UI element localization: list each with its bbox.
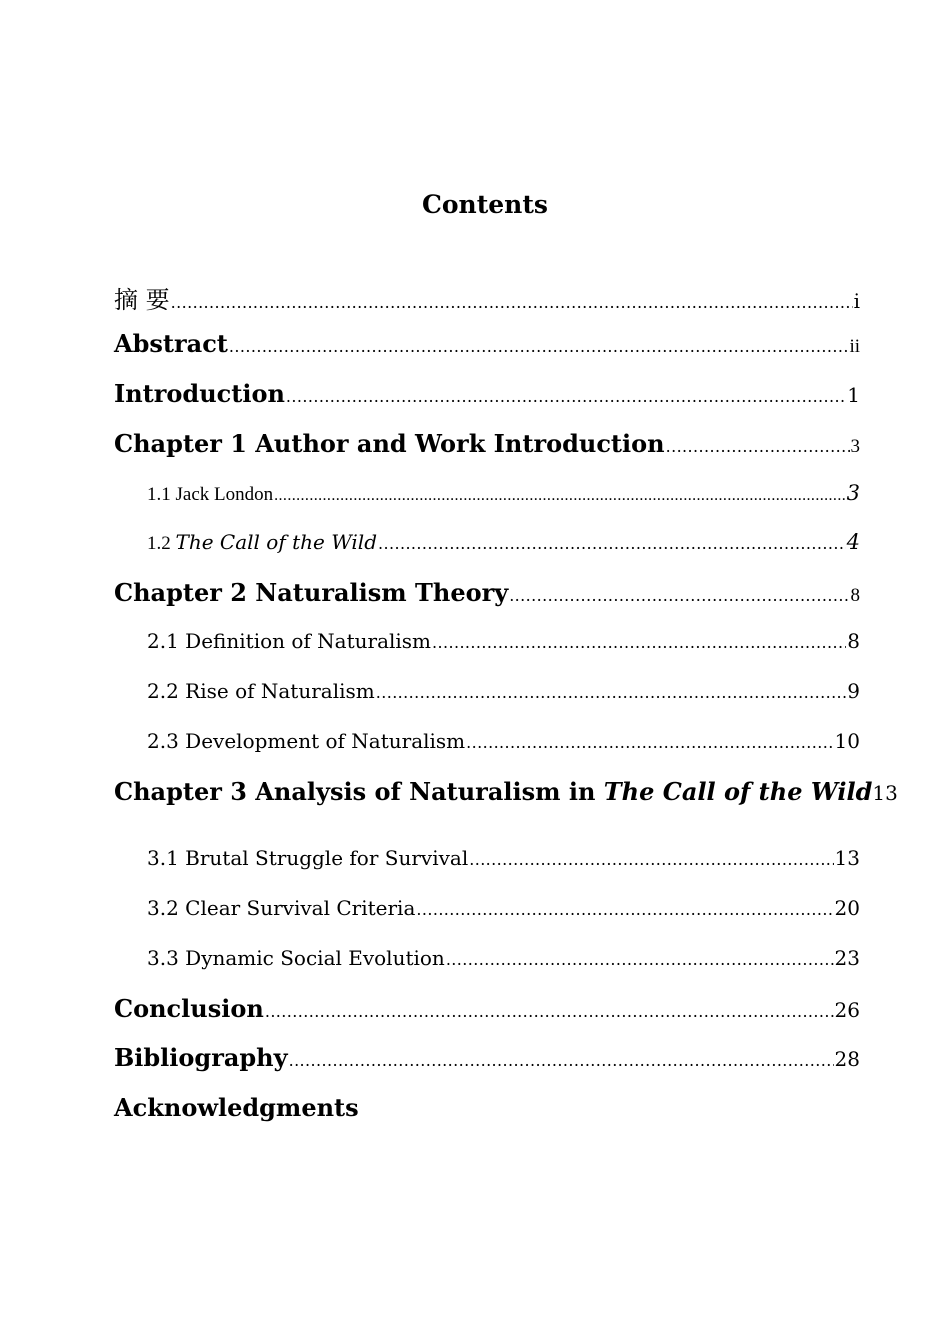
toc-entry-label: 3.1 Brutal Struggle for Survival xyxy=(147,846,469,870)
toc-page-number: 26 xyxy=(834,998,860,1022)
dot-leader xyxy=(466,733,833,752)
dot-leader xyxy=(289,1051,834,1070)
toc-page-number: 9 xyxy=(847,679,860,703)
toc-entry-label: Acknowledgments xyxy=(114,1093,359,1122)
toc-page-number: 4 xyxy=(846,530,860,554)
toc-entry-label: 2.3 Development of Naturalism xyxy=(147,729,466,753)
contents-title: Contents xyxy=(421,190,548,219)
toc-page-number: 3 xyxy=(850,436,860,457)
toc-entry-label: Abstract xyxy=(114,329,228,358)
dot-leader xyxy=(666,437,850,456)
toc-entry-2-3[interactable] xyxy=(147,729,860,753)
toc-entry-2-1[interactable] xyxy=(147,629,860,653)
toc-page-number: 3 xyxy=(846,481,860,505)
toc-entry-label: 1.1 Jack London xyxy=(147,484,274,505)
toc-entry-label: Introduction xyxy=(114,379,285,408)
dot-leader xyxy=(509,586,849,605)
toc-entry-label-italic: The Call of the Wild xyxy=(603,777,873,806)
dot-leader xyxy=(286,387,846,406)
toc-entry-chapter-1[interactable] xyxy=(114,429,860,458)
toc-entry-3-2[interactable] xyxy=(147,896,860,920)
toc-page-number: 8 xyxy=(850,585,860,606)
toc-entry-label: Chapter 1 Author and Work Introduction xyxy=(114,429,665,458)
toc-page-number: 13 xyxy=(834,846,860,870)
toc-page-number: 10 xyxy=(834,729,860,753)
toc-entry-bibliography[interactable] xyxy=(114,1043,860,1072)
toc-page-number: 1 xyxy=(847,383,860,407)
dot-leader xyxy=(274,487,846,505)
toc-entry-3-1[interactable] xyxy=(147,846,860,870)
dot-leader xyxy=(376,683,847,702)
dot-leader xyxy=(432,633,846,652)
dot-leader xyxy=(416,900,833,919)
toc-page-number: 13 xyxy=(872,781,898,805)
toc-entry-chapter-2[interactable] xyxy=(114,578,860,607)
toc-entry-label-prefix: 1.2 xyxy=(147,533,176,554)
dot-leader xyxy=(469,850,833,869)
toc-entry-label: 摘 要 xyxy=(114,286,170,314)
toc-page-number: 23 xyxy=(834,946,860,970)
toc-entry-1-1[interactable] xyxy=(147,481,860,506)
toc-page-number: 28 xyxy=(834,1047,860,1071)
toc-entry-label-prefix: Chapter 3 Analysis of Naturalism in xyxy=(114,777,604,806)
toc-page-number: 8 xyxy=(847,629,860,653)
toc-entry-3-3[interactable] xyxy=(147,946,860,970)
toc-entry-abstract[interactable] xyxy=(114,329,860,358)
toc-entry-chapter-3[interactable] xyxy=(114,777,898,806)
toc-entry-chinese-abstract[interactable] xyxy=(114,280,860,315)
toc-entry-conclusion[interactable] xyxy=(114,994,860,1023)
toc-page-number: ii xyxy=(849,336,860,357)
toc-entry-label: Bibliography xyxy=(114,1043,288,1072)
toc-page-number: 20 xyxy=(834,896,860,920)
dot-leader xyxy=(378,534,846,553)
dot-leader xyxy=(171,293,853,312)
toc-entry-2-2[interactable] xyxy=(147,679,860,703)
toc-entry-acknowledgments[interactable] xyxy=(114,1093,860,1122)
toc-entry-introduction[interactable] xyxy=(114,379,860,408)
toc-entry-label: Conclusion xyxy=(114,994,264,1023)
toc-entry-label: Chapter 2 Naturalism Theory xyxy=(114,578,509,607)
dot-leader xyxy=(229,337,849,356)
dot-leader xyxy=(265,1002,834,1021)
toc-entry-label: 3.3 Dynamic Social Evolution xyxy=(147,946,445,970)
dot-leader xyxy=(446,950,834,969)
toc-page-number: i xyxy=(853,289,860,313)
toc-entry-label-italic: The Call of the Wild xyxy=(175,530,378,554)
toc-entry-label: 2.2 Rise of Naturalism xyxy=(147,679,375,703)
toc-entry-1-2[interactable] xyxy=(147,530,860,555)
toc-entry-label: 3.2 Clear Survival Criteria xyxy=(147,896,416,920)
toc-entry-label: 2.1 Definition of Naturalism xyxy=(147,629,432,653)
